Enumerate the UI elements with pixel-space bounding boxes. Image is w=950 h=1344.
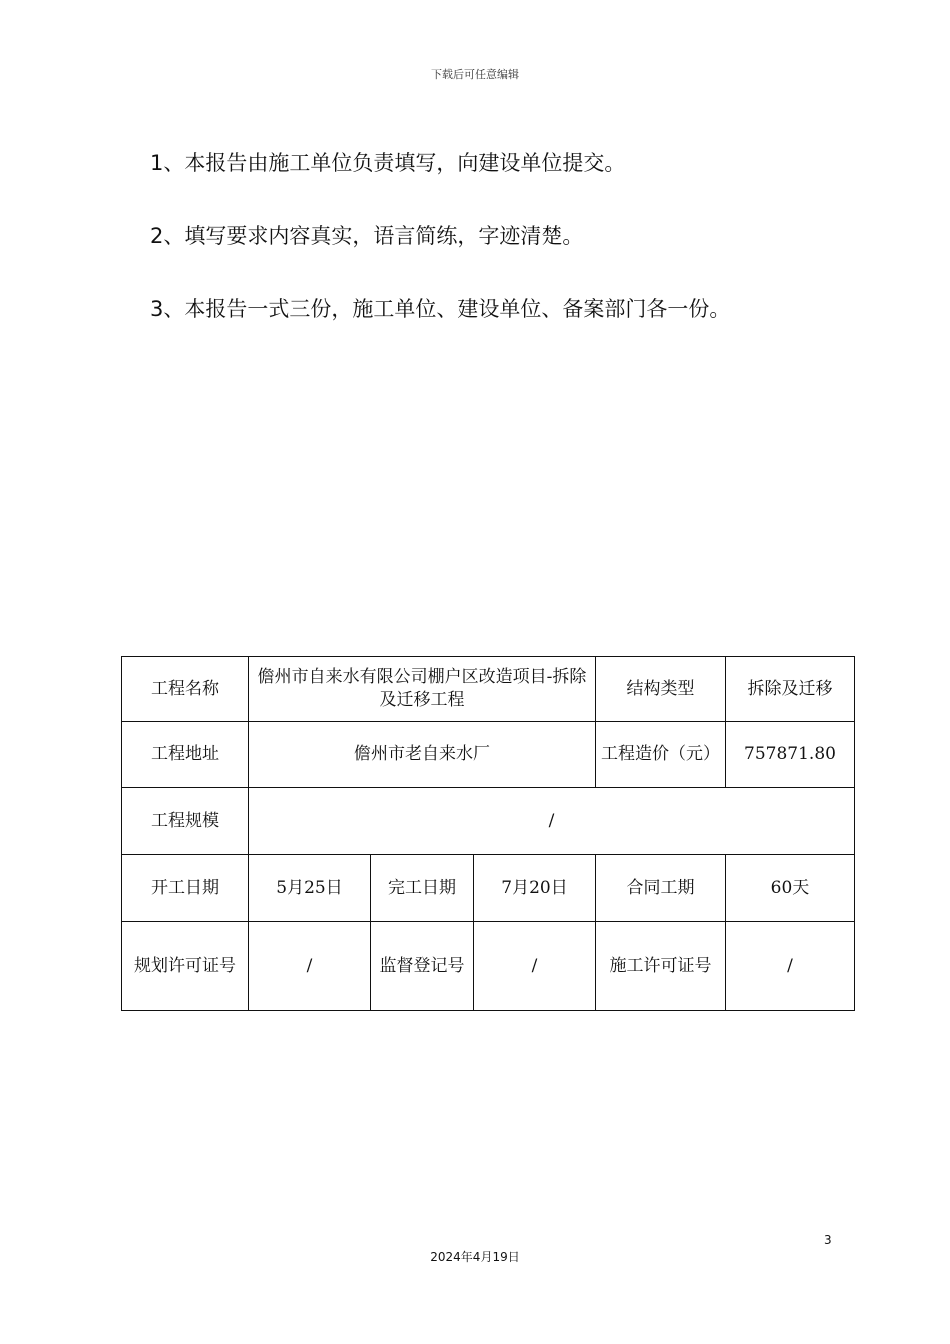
structure-type-label: 结构类型 (596, 657, 726, 722)
contract-period-label: 合同工期 (596, 855, 726, 922)
scale-value: / (249, 788, 855, 855)
planning-permit-value: / (249, 922, 371, 1011)
page-number: 3 (824, 1233, 832, 1247)
table-row-scale (122, 788, 855, 855)
supervision-reg-value: / (474, 922, 596, 1011)
instruction-item-2: 2、填写要求内容真实，语言简练，字迹清楚。 (150, 224, 584, 248)
start-date-value: 5月25日 (249, 855, 371, 922)
planning-permit-label: 规划许可证号 (122, 922, 249, 1011)
table-row-dates (122, 855, 855, 922)
start-date-label: 开工日期 (122, 855, 249, 922)
address-value: 儋州市老自来水厂 (249, 722, 596, 788)
instructions-list (150, 148, 730, 367)
instruction-item-3: 3、本报告一式三份，施工单位、建设单位、备案部门各一份。 (150, 297, 731, 321)
table-row-permits (122, 922, 855, 1011)
cost-value: 757871.80 (726, 722, 855, 788)
table-row-address (122, 722, 855, 788)
finish-date-value: 7月20日 (474, 855, 596, 922)
instruction-item-1: 1、本报告由施工单位负责填写，向建设单位提交。 (150, 151, 626, 175)
header-note: 下载后可任意编辑 (431, 68, 519, 81)
contract-period-value: 60天 (726, 855, 855, 922)
supervision-reg-label: 监督登记号 (371, 922, 474, 1011)
structure-type-value: 拆除及迁移 (726, 657, 855, 722)
scale-label: 工程规模 (122, 788, 249, 855)
construction-permit-value: / (726, 922, 855, 1011)
finish-date-label: 完工日期 (371, 855, 474, 922)
construction-permit-label: 施工许可证号 (596, 922, 726, 1011)
cost-label: 工程造价（元） (596, 722, 726, 788)
table-row-project-name (122, 657, 855, 722)
project-name-value: 儋州市自来水有限公司棚户区改造项目-拆除及迁移工程 (249, 657, 596, 722)
project-name-label: 工程名称 (122, 657, 249, 722)
project-info-table (121, 656, 855, 1011)
footer-date: 2024年4月19日 (430, 1250, 520, 1264)
address-label: 工程地址 (122, 722, 249, 788)
